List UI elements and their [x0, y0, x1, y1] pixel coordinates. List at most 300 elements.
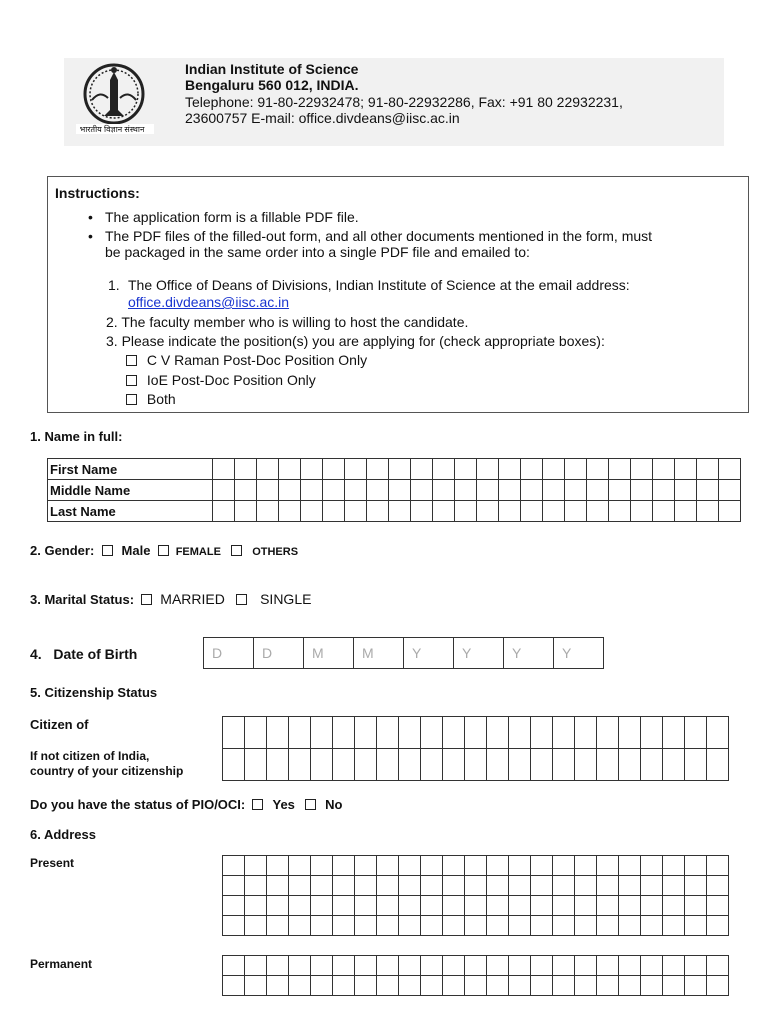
- dob-year-cell[interactable]: Y: [504, 638, 554, 669]
- present-address-cell[interactable]: [685, 856, 707, 876]
- present-address-cell[interactable]: [707, 876, 729, 896]
- middle-name-cell[interactable]: [477, 480, 499, 501]
- instruction-bullet-1: The application form is a fillable PDF file.: [105, 209, 359, 225]
- present-address-cell[interactable]: [421, 856, 443, 876]
- permanent-address-cell[interactable]: [245, 956, 267, 976]
- permanent-address-cell[interactable]: [223, 976, 245, 996]
- citizen-of-cell[interactable]: [707, 717, 729, 749]
- present-address-cell[interactable]: [487, 916, 509, 936]
- name-grid: [47, 458, 741, 522]
- dob-year-cell[interactable]: Y: [404, 638, 454, 669]
- dob-year-cell[interactable]: Y: [554, 638, 604, 669]
- pio-oci-question: Do you have the status of PIO/OCI:: [30, 797, 246, 812]
- present-address-cell[interactable]: [641, 896, 663, 916]
- permanent-address-cell[interactable]: [443, 956, 465, 976]
- country-cell[interactable]: [531, 749, 553, 781]
- country-cell[interactable]: [443, 749, 465, 781]
- permanent-address-cell[interactable]: [223, 956, 245, 976]
- present-address-cell[interactable]: [245, 916, 267, 936]
- last-name-cell[interactable]: [697, 501, 719, 522]
- last-name-cell[interactable]: [477, 501, 499, 522]
- permanent-address-cell[interactable]: [531, 976, 553, 996]
- item-1-number: 1.: [108, 277, 120, 293]
- permanent-address-cell[interactable]: [267, 976, 289, 996]
- middle-name-cell[interactable]: [521, 480, 543, 501]
- position-option-both: Both: [126, 391, 176, 408]
- present-address-cell[interactable]: [333, 916, 355, 936]
- permanent-address-cell[interactable]: [575, 956, 597, 976]
- last-name-cell[interactable]: [257, 501, 279, 522]
- present-address-cell[interactable]: [663, 876, 685, 896]
- first-name-cell[interactable]: [521, 459, 543, 480]
- present-address-cell[interactable]: [443, 876, 465, 896]
- citizen-of-cell[interactable]: [421, 717, 443, 749]
- citizen-of-cell[interactable]: [377, 717, 399, 749]
- citizen-of-cell[interactable]: [487, 717, 509, 749]
- last-name-cell[interactable]: [235, 501, 257, 522]
- middle-name-cell[interactable]: [433, 480, 455, 501]
- present-address-cell[interactable]: [399, 856, 421, 876]
- present-address-cell[interactable]: [289, 916, 311, 936]
- permanent-address-cell[interactable]: [509, 976, 531, 996]
- present-address-cell[interactable]: [267, 916, 289, 936]
- permanent-address-cell[interactable]: [465, 956, 487, 976]
- dob-day-cell[interactable]: D: [204, 638, 254, 669]
- present-address-cell[interactable]: [575, 856, 597, 876]
- present-address-cell[interactable]: [421, 896, 443, 916]
- present-address-cell[interactable]: [245, 856, 267, 876]
- present-address-cell[interactable]: [377, 916, 399, 936]
- pio-no-label: No: [325, 797, 343, 812]
- citizen-of-cell[interactable]: [443, 717, 465, 749]
- middle-name-label: Middle Name: [48, 480, 213, 501]
- country-cell[interactable]: [707, 749, 729, 781]
- present-address-cell[interactable]: [311, 916, 333, 936]
- present-address-cell[interactable]: [377, 876, 399, 896]
- last-name-cell[interactable]: [323, 501, 345, 522]
- present-address-cell[interactable]: [685, 876, 707, 896]
- present-address-cell[interactable]: [553, 916, 575, 936]
- female-checkbox[interactable]: [158, 545, 169, 556]
- citizen-of-cell[interactable]: [399, 717, 421, 749]
- first-name-cell[interactable]: [719, 459, 741, 480]
- present-address-cell[interactable]: [333, 856, 355, 876]
- present-address-cell[interactable]: [685, 916, 707, 936]
- citizen-of-cell[interactable]: [311, 717, 333, 749]
- permanent-address-cell[interactable]: [399, 956, 421, 976]
- citizen-of-cell[interactable]: [465, 717, 487, 749]
- permanent-address-cell[interactable]: [531, 956, 553, 976]
- first-name-cell[interactable]: [389, 459, 411, 480]
- permanent-address-cell[interactable]: [553, 956, 575, 976]
- middle-name-cell[interactable]: [345, 480, 367, 501]
- last-name-cell[interactable]: [521, 501, 543, 522]
- country-cell[interactable]: [553, 749, 575, 781]
- permanent-address-cell[interactable]: [619, 956, 641, 976]
- permanent-address-cell[interactable]: [421, 976, 443, 996]
- dob-day-cell[interactable]: D: [254, 638, 304, 669]
- last-name-cell[interactable]: [301, 501, 323, 522]
- citizen-of-cell[interactable]: [663, 717, 685, 749]
- present-address-cell[interactable]: [663, 916, 685, 936]
- country-cell[interactable]: [597, 749, 619, 781]
- present-address-cell[interactable]: [311, 876, 333, 896]
- present-address-cell[interactable]: [245, 896, 267, 916]
- permanent-address-cell[interactable]: [553, 976, 575, 996]
- present-address-cell[interactable]: [355, 876, 377, 896]
- present-address-cell[interactable]: [465, 876, 487, 896]
- permanent-address-cell[interactable]: [355, 976, 377, 996]
- present-address-cell[interactable]: [575, 876, 597, 896]
- country-cell[interactable]: [311, 749, 333, 781]
- last-name-cell[interactable]: [433, 501, 455, 522]
- deans-email-link[interactable]: office.divdeans@iisc.ac.in: [128, 294, 290, 310]
- citizenship-grid: [222, 716, 729, 781]
- first-name-cell[interactable]: [477, 459, 499, 480]
- country-cell[interactable]: [267, 749, 289, 781]
- present-address-cell[interactable]: [597, 916, 619, 936]
- permanent-address-cell[interactable]: [289, 976, 311, 996]
- present-address-cell[interactable]: [707, 916, 729, 936]
- permanent-address-cell[interactable]: [311, 956, 333, 976]
- permanent-address-cell[interactable]: [333, 956, 355, 976]
- present-address-cell[interactable]: [421, 876, 443, 896]
- first-name-cell[interactable]: [279, 459, 301, 480]
- present-address-cell[interactable]: [509, 896, 531, 916]
- last-name-cell[interactable]: [411, 501, 433, 522]
- permanent-address-cell[interactable]: [707, 976, 729, 996]
- cvraman-checkbox[interactable]: [126, 355, 137, 366]
- address-heading: 6. Address: [30, 827, 96, 842]
- present-address-cell[interactable]: [333, 896, 355, 916]
- permanent-address-cell[interactable]: [509, 956, 531, 976]
- ioe-checkbox[interactable]: [126, 375, 137, 386]
- middle-name-cell[interactable]: [499, 480, 521, 501]
- permanent-address-cell[interactable]: [487, 956, 509, 976]
- first-name-cell[interactable]: [433, 459, 455, 480]
- citizen-of-cell[interactable]: [245, 717, 267, 749]
- dob-grid: [203, 637, 604, 669]
- present-address-cell[interactable]: [355, 896, 377, 916]
- first-name-cell[interactable]: [675, 459, 697, 480]
- present-address-cell[interactable]: [487, 876, 509, 896]
- present-address-cell[interactable]: [663, 856, 685, 876]
- dob-month-cell[interactable]: M: [354, 638, 404, 669]
- last-name-cell[interactable]: [367, 501, 389, 522]
- married-checkbox[interactable]: [141, 594, 152, 605]
- permanent-address-cell[interactable]: [377, 976, 399, 996]
- both-checkbox[interactable]: [126, 394, 137, 405]
- present-address-cell[interactable]: [487, 896, 509, 916]
- middle-name-cell[interactable]: [257, 480, 279, 501]
- present-address-cell[interactable]: [311, 856, 333, 876]
- middle-name-cell[interactable]: [279, 480, 301, 501]
- last-name-cell[interactable]: [543, 501, 565, 522]
- present-address-cell[interactable]: [509, 876, 531, 896]
- first-name-cell[interactable]: [235, 459, 257, 480]
- first-name-cell[interactable]: [301, 459, 323, 480]
- present-address-cell[interactable]: [465, 856, 487, 876]
- last-name-cell[interactable]: [345, 501, 367, 522]
- present-address-cell[interactable]: [641, 876, 663, 896]
- middle-name-cell[interactable]: [653, 480, 675, 501]
- citizen-of-cell[interactable]: [685, 717, 707, 749]
- permanent-address-cell[interactable]: [267, 956, 289, 976]
- permanent-address-cell[interactable]: [685, 976, 707, 996]
- permanent-address-cell[interactable]: [685, 956, 707, 976]
- middle-name-cell[interactable]: [719, 480, 741, 501]
- permanent-address-cell[interactable]: [355, 956, 377, 976]
- present-address-cell[interactable]: [223, 896, 245, 916]
- present-address-cell[interactable]: [663, 896, 685, 916]
- permanent-address-cell[interactable]: [707, 956, 729, 976]
- present-address-cell[interactable]: [333, 876, 355, 896]
- citizen-of-cell[interactable]: [575, 717, 597, 749]
- present-address-cell[interactable]: [267, 876, 289, 896]
- permanent-address-cell[interactable]: [641, 956, 663, 976]
- first-name-cell[interactable]: [367, 459, 389, 480]
- present-address-cell[interactable]: [531, 876, 553, 896]
- present-address-cell[interactable]: [399, 876, 421, 896]
- country-cell[interactable]: [355, 749, 377, 781]
- middle-name-cell[interactable]: [323, 480, 345, 501]
- present-address-cell[interactable]: [553, 856, 575, 876]
- present-address-cell[interactable]: [619, 916, 641, 936]
- country-cell[interactable]: [575, 749, 597, 781]
- male-checkbox[interactable]: [102, 545, 113, 556]
- middle-name-cell[interactable]: [543, 480, 565, 501]
- permanent-address-cell[interactable]: [487, 976, 509, 996]
- present-address-cell[interactable]: [223, 856, 245, 876]
- first-name-cell[interactable]: [697, 459, 719, 480]
- middle-name-cell[interactable]: [389, 480, 411, 501]
- middle-name-cell[interactable]: [455, 480, 477, 501]
- middle-name-cell[interactable]: [367, 480, 389, 501]
- first-name-cell[interactable]: [411, 459, 433, 480]
- others-checkbox[interactable]: [231, 545, 242, 556]
- middle-name-cell[interactable]: [675, 480, 697, 501]
- present-address-label: Present: [30, 856, 75, 870]
- middle-name-cell[interactable]: [587, 480, 609, 501]
- last-name-cell[interactable]: [455, 501, 477, 522]
- permanent-address-cell[interactable]: [663, 976, 685, 996]
- citizen-of-cell[interactable]: [355, 717, 377, 749]
- present-address-cell[interactable]: [443, 856, 465, 876]
- present-address-cell[interactable]: [597, 876, 619, 896]
- first-name-cell[interactable]: [609, 459, 631, 480]
- citizen-of-cell[interactable]: [333, 717, 355, 749]
- present-address-cell[interactable]: [509, 856, 531, 876]
- present-address-cell[interactable]: [443, 896, 465, 916]
- present-address-cell[interactable]: [531, 916, 553, 936]
- permanent-address-cell[interactable]: [619, 976, 641, 996]
- first-name-cell[interactable]: [323, 459, 345, 480]
- last-name-cell[interactable]: [587, 501, 609, 522]
- present-address-cell[interactable]: [707, 896, 729, 916]
- last-name-cell[interactable]: [653, 501, 675, 522]
- permanent-address-cell[interactable]: [289, 956, 311, 976]
- last-name-cell[interactable]: [565, 501, 587, 522]
- country-cell[interactable]: [487, 749, 509, 781]
- present-address-cell[interactable]: [619, 856, 641, 876]
- country-cell[interactable]: [509, 749, 531, 781]
- permanent-address-cell[interactable]: [377, 956, 399, 976]
- present-address-cell[interactable]: [597, 856, 619, 876]
- first-name-cell[interactable]: [631, 459, 653, 480]
- middle-name-cell[interactable]: [301, 480, 323, 501]
- present-address-cell[interactable]: [245, 876, 267, 896]
- present-address-cell[interactable]: [355, 916, 377, 936]
- last-name-cell[interactable]: [279, 501, 301, 522]
- citizen-of-cell[interactable]: [641, 717, 663, 749]
- marital-row: [30, 591, 311, 607]
- first-name-cell[interactable]: [499, 459, 521, 480]
- citizen-of-cell[interactable]: [509, 717, 531, 749]
- middle-name-cell[interactable]: [609, 480, 631, 501]
- country-cell[interactable]: [289, 749, 311, 781]
- present-address-cell[interactable]: [641, 856, 663, 876]
- country-cell[interactable]: [245, 749, 267, 781]
- permanent-address-cell[interactable]: [465, 976, 487, 996]
- citizen-of-cell[interactable]: [289, 717, 311, 749]
- present-address-cell[interactable]: [597, 896, 619, 916]
- gender-label: 2. Gender:: [30, 543, 95, 558]
- citizen-of-cell[interactable]: [619, 717, 641, 749]
- pio-yes-checkbox[interactable]: [252, 799, 263, 810]
- first-name-cell[interactable]: [455, 459, 477, 480]
- present-address-cell[interactable]: [575, 916, 597, 936]
- item-2-text: 2. The faculty member who is willing to host the candidate.: [106, 314, 469, 330]
- position-option-ioe: IoE Post-Doc Position Only: [126, 372, 316, 389]
- first-name-cell[interactable]: [257, 459, 279, 480]
- present-address-cell[interactable]: [377, 856, 399, 876]
- last-name-cell[interactable]: [213, 501, 235, 522]
- present-address-cell[interactable]: [619, 896, 641, 916]
- present-address-cell[interactable]: [311, 896, 333, 916]
- single-checkbox[interactable]: [236, 594, 247, 605]
- present-address-cell[interactable]: [531, 856, 553, 876]
- last-name-cell[interactable]: [499, 501, 521, 522]
- female-label: FEMALE: [175, 546, 221, 558]
- present-address-cell[interactable]: [377, 896, 399, 916]
- last-name-cell[interactable]: [609, 501, 631, 522]
- citizenship-heading: 5. Citizenship Status: [30, 685, 158, 700]
- country-cell[interactable]: [619, 749, 641, 781]
- citizen-of-cell[interactable]: [267, 717, 289, 749]
- permanent-address-cell[interactable]: [641, 976, 663, 996]
- last-name-cell[interactable]: [675, 501, 697, 522]
- present-address-cell[interactable]: [641, 916, 663, 936]
- permanent-address-cell[interactable]: [421, 956, 443, 976]
- permanent-address-cell[interactable]: [399, 976, 421, 996]
- present-address-cell[interactable]: [619, 876, 641, 896]
- first-name-cell[interactable]: [543, 459, 565, 480]
- present-address-cell[interactable]: [707, 856, 729, 876]
- dob-year-cell[interactable]: Y: [454, 638, 504, 669]
- middle-name-cell[interactable]: [631, 480, 653, 501]
- present-address-cell[interactable]: [575, 896, 597, 916]
- name-heading: 1. Name in full:: [30, 429, 123, 444]
- present-address-cell[interactable]: [267, 856, 289, 876]
- single-label: SINGLE: [260, 591, 312, 607]
- permanent-address-cell[interactable]: [597, 956, 619, 976]
- country-cell[interactable]: [663, 749, 685, 781]
- present-address-cell[interactable]: [267, 896, 289, 916]
- first-name-cell[interactable]: [565, 459, 587, 480]
- country-cell[interactable]: [399, 749, 421, 781]
- permanent-address-cell[interactable]: [311, 976, 333, 996]
- permanent-address-label: Permanent: [30, 957, 93, 971]
- permanent-address-cell[interactable]: [443, 976, 465, 996]
- present-address-cell[interactable]: [465, 896, 487, 916]
- last-name-cell[interactable]: [719, 501, 741, 522]
- present-address-cell[interactable]: [399, 916, 421, 936]
- middle-name-cell[interactable]: [213, 480, 235, 501]
- permanent-address-cell[interactable]: [245, 976, 267, 996]
- pio-no-checkbox[interactable]: [305, 799, 316, 810]
- citizen-of-cell[interactable]: [223, 717, 245, 749]
- permanent-address-cell[interactable]: [597, 976, 619, 996]
- present-address-cell[interactable]: [487, 856, 509, 876]
- middle-name-cell[interactable]: [565, 480, 587, 501]
- present-address-cell[interactable]: [553, 896, 575, 916]
- country-cell[interactable]: [641, 749, 663, 781]
- present-address-cell[interactable]: [289, 856, 311, 876]
- citizen-of-cell[interactable]: [531, 717, 553, 749]
- present-address-cell[interactable]: [685, 896, 707, 916]
- others-label: OTHERS: [252, 546, 299, 558]
- permanent-address-cell[interactable]: [663, 956, 685, 976]
- last-name-cell[interactable]: [389, 501, 411, 522]
- permanent-address-cell[interactable]: [575, 976, 597, 996]
- contact-line-1: Telephone: 91-80-22932478; 91-80-22932286, Fax: +91 80 22932231,: [185, 94, 623, 110]
- present-address-cell[interactable]: [223, 876, 245, 896]
- last-name-cell[interactable]: [631, 501, 653, 522]
- present-address-cell[interactable]: [399, 896, 421, 916]
- country-cell[interactable]: [465, 749, 487, 781]
- middle-name-cell[interactable]: [697, 480, 719, 501]
- present-address-cell[interactable]: [465, 916, 487, 936]
- middle-name-cell[interactable]: [235, 480, 257, 501]
- first-name-cell[interactable]: [653, 459, 675, 480]
- first-name-cell[interactable]: [345, 459, 367, 480]
- first-name-cell[interactable]: [587, 459, 609, 480]
- citizen-of-cell[interactable]: [553, 717, 575, 749]
- country-cell[interactable]: [333, 749, 355, 781]
- country-cell[interactable]: [685, 749, 707, 781]
- present-address-grid: [222, 855, 729, 936]
- present-address-cell[interactable]: [443, 916, 465, 936]
- first-name-cell[interactable]: [213, 459, 235, 480]
- pio-oci-row: [30, 797, 343, 812]
- country-cell[interactable]: [223, 749, 245, 781]
- present-address-cell[interactable]: [289, 876, 311, 896]
- present-address-cell[interactable]: [355, 856, 377, 876]
- pio-yes-label: Yes: [272, 797, 295, 812]
- country-cell[interactable]: [421, 749, 443, 781]
- present-address-cell[interactable]: [289, 896, 311, 916]
- present-address-cell[interactable]: [553, 876, 575, 896]
- dob-month-cell[interactable]: M: [304, 638, 354, 669]
- permanent-address-cell[interactable]: [333, 976, 355, 996]
- middle-name-cell[interactable]: [411, 480, 433, 501]
- citizen-of-cell[interactable]: [597, 717, 619, 749]
- present-address-cell[interactable]: [509, 916, 531, 936]
- present-address-cell[interactable]: [223, 916, 245, 936]
- present-address-cell[interactable]: [421, 916, 443, 936]
- present-address-cell[interactable]: [531, 896, 553, 916]
- country-cell[interactable]: [377, 749, 399, 781]
